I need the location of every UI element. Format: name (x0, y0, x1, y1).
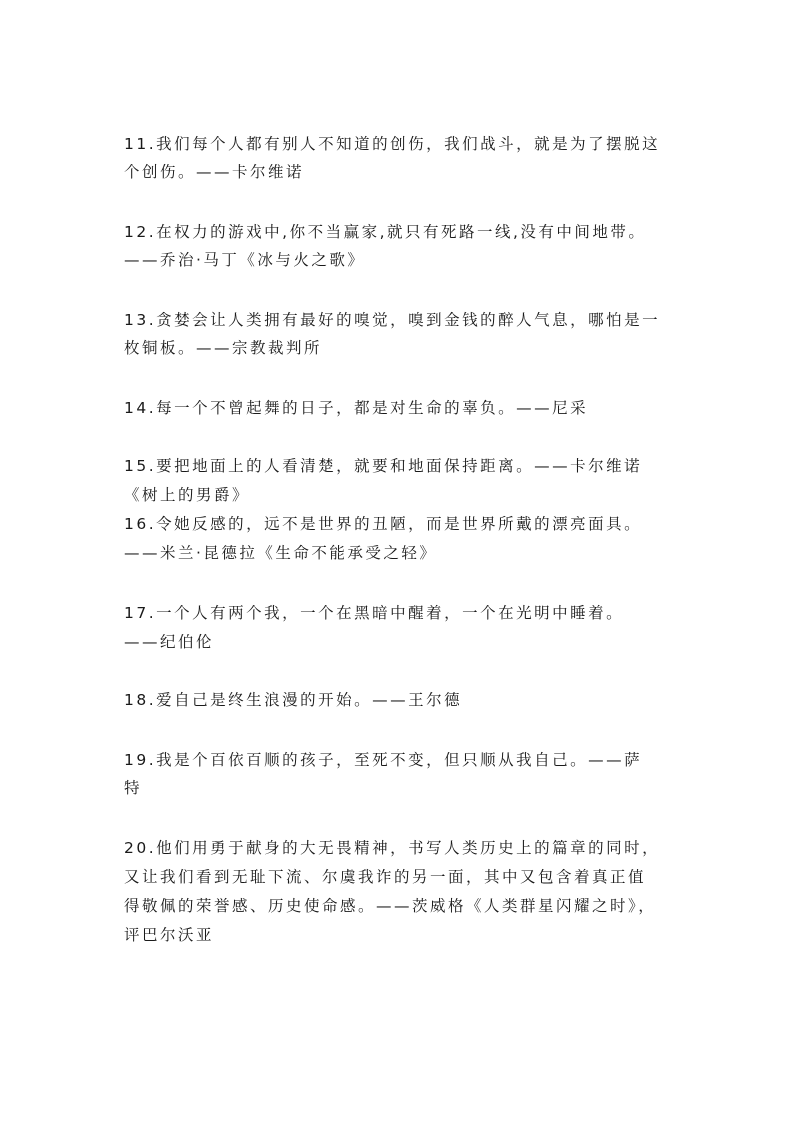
quote-13-line-2: 枚铜板。——宗教裁判所 (124, 339, 323, 357)
quote-12-line-1: 12.在权力的游戏中,你不当赢家,就只有死路一线,没有中间地带。 (124, 223, 647, 241)
quote-13-line-1: 13.贪婪会让人类拥有最好的嗅觉，嗅到金钱的醉人气息，哪怕是一 (124, 311, 661, 329)
quote-17-line-2: ——纪伯伦 (124, 633, 215, 651)
quote-20-line-2: 又让我们看到无耻下流、尔虞我诈的另一面，其中又包含着真正值 (124, 868, 647, 886)
quote-19-line-2: 特 (124, 779, 143, 797)
quote-20-line-3: 得敬佩的荣誉感、历史使命感。——茨威格《人类群星闪耀之时》， (124, 897, 657, 915)
quote-16-line-2: ——米兰·昆德拉《生命不能承受之轻》 (124, 544, 438, 562)
quote-11-line-1: 11.我们每个人都有别人不知道的创伤，我们战斗，就是为了摆脱这 (124, 135, 661, 153)
quote-15-line-1: 15.要把地面上的人看清楚，就要和地面保持距离。——卡尔维诺 (124, 457, 643, 475)
quote-11-line-2: 个创伤。——卡尔维诺 (124, 163, 305, 181)
quote-15-line-2: 《树上的男爵》 (124, 486, 251, 504)
quote-14-line-1: 14.每一个不曾起舞的日子，都是对生命的辜负。——尼采 (124, 399, 589, 417)
quote-16-line-1: 16.令她反感的，远不是世界的丑陋，而是世界所戴的漂亮面具。 (124, 515, 643, 533)
quote-18-line-1: 18.爱自己是终生浪漫的开始。——王尔德 (124, 691, 463, 709)
quote-12-line-2: ——乔治·马丁《冰与火之歌》 (124, 251, 366, 269)
quote-19-line-1: 19.我是个百依百顺的孩子，至死不变，但只顺从我自己。——萨 (124, 751, 643, 769)
quote-20-line-4: 评巴尔沃亚 (124, 926, 215, 944)
quote-17-line-1: 17.一个人有两个我，一个在黑暗中醒着，一个在光明中睡着。 (124, 604, 625, 622)
quote-20-line-1: 20.他们用勇于献身的大无畏精神，书写人类历史上的篇章的同时， (124, 839, 661, 857)
